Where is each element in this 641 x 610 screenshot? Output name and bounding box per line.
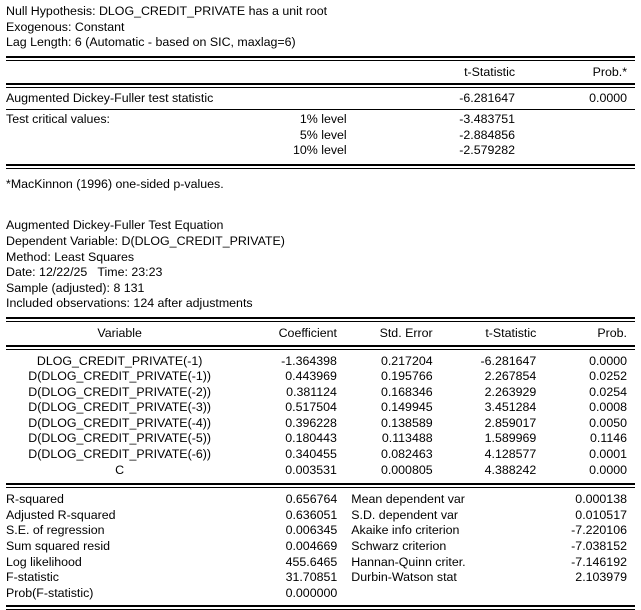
table-row	[6, 586, 635, 602]
critical-prob-2-spacer	[521, 128, 635, 144]
coef-stderr: 0.082463	[380, 447, 433, 462]
dependent-variable-line: Dependent Variable: D(DLOG_CREDIT_PRIVATE)	[6, 233, 285, 248]
coef-value: 0.381124	[286, 384, 337, 399]
coef-tstat: 2.267854	[484, 369, 537, 384]
stat-value-right: 2.103979	[575, 570, 627, 585]
coef-tstat: 4.388242	[484, 462, 537, 477]
adf-statistic-tstat: -6.281647	[459, 91, 516, 106]
stat-label-right: Schwarz criterion	[351, 539, 447, 554]
coef-variable: D(DLOG_CREDIT_PRIVATE(-2))	[28, 384, 211, 399]
stat-label-left: Sum squared resid	[6, 539, 110, 554]
critical-value-row	[6, 128, 635, 144]
critical-label-spacer	[6, 143, 236, 159]
stat-label-left: S.E. of regression	[6, 523, 105, 538]
table-row	[6, 354, 635, 370]
adf-test-table	[6, 65, 635, 159]
coef-tstat: 1.589969	[484, 431, 537, 446]
stat-value-left: 0.656764	[285, 492, 338, 507]
coefficient-table	[6, 326, 635, 478]
coef-tstat: 4.128577	[484, 447, 537, 462]
coef-tstat: -6.281647	[480, 353, 537, 368]
stat-label-right: Hannan-Quinn criter.	[351, 554, 466, 569]
coef-value: 0.396228	[285, 415, 337, 430]
null-hypothesis-line: Null Hypothesis: DLOG_CREDIT_PRIVATE has a unit root	[6, 4, 328, 18]
coef-prob: 0.1146	[590, 431, 627, 446]
stat-value-left: 0.000000	[285, 585, 338, 600]
coef-prob: 0.0252	[589, 369, 627, 384]
table-row	[6, 570, 635, 586]
stat-label-right	[337, 586, 538, 602]
critical-value-1: -3.483751	[459, 111, 516, 126]
coef-stderr: 0.195766	[380, 369, 433, 384]
coef-variable: D(DLOG_CREDIT_PRIVATE(-5))	[28, 431, 211, 446]
coef-variable: D(DLOG_CREDIT_PRIVATE(-6))	[28, 447, 211, 462]
adf-header-spacer	[6, 65, 236, 81]
critical-label-spacer	[6, 128, 236, 144]
coef-variable: D(DLOG_CREDIT_PRIVATE(-3))	[28, 400, 211, 415]
table-row	[6, 369, 635, 385]
coef-prob: 0.0000	[589, 462, 627, 477]
stat-value-right: 0.000138	[575, 492, 627, 507]
coef-column-headers	[6, 326, 635, 342]
table-row	[6, 508, 635, 524]
coef-prob: 0.0008	[589, 400, 627, 415]
critical-level-2: 5% level	[299, 127, 347, 142]
coef-value: -1.364398	[281, 353, 337, 368]
coef-stderr: 0.217204	[380, 353, 433, 368]
stat-label-left: Prob(F-statistic)	[6, 585, 94, 600]
adf-header-tstatistic: t-Statistic	[464, 64, 516, 79]
coef-prob: 0.0000	[589, 353, 627, 368]
coef-header-tstatistic: t-Statistic	[485, 325, 537, 340]
coef-variable: DLOG_CREDIT_PRIVATE(-1)	[36, 353, 203, 368]
adf-header-level-spacer	[236, 65, 347, 81]
stat-value-right: -7.220106	[571, 523, 627, 538]
adf-header-prob: Prob.*	[592, 64, 628, 79]
coef-value: 0.003531	[285, 462, 337, 477]
critical-values-label: Test critical values:	[6, 111, 110, 126]
coef-header-prob: Prob.	[597, 325, 627, 340]
coef-prob: 0.0050	[589, 415, 627, 430]
critical-value-2: -2.884856	[459, 127, 516, 142]
table-row	[6, 523, 635, 539]
stat-label-left: Log likelihood	[6, 554, 82, 569]
stat-value-left: 0.006345	[285, 523, 338, 538]
coef-header-variable: Variable	[97, 325, 142, 340]
exogenous-line: Exogenous: Constant	[6, 19, 125, 34]
observations-line: Included observations: 124 after adjustments	[6, 296, 253, 311]
stat-value-left: 0.004669	[285, 539, 338, 554]
table-row	[6, 400, 635, 416]
equation-title: Augmented Dickey-Fuller Test Equation	[6, 218, 224, 233]
spacer	[6, 192, 635, 208]
stat-label-left: R-squared	[6, 492, 64, 507]
stat-label-right: Durbin-Watson stat	[351, 570, 457, 585]
spacer	[6, 169, 635, 177]
coef-prob: 0.0254	[589, 384, 627, 399]
rule-bottom	[6, 605, 635, 610]
adf-statistic-row	[6, 91, 635, 107]
critical-level-1: 1% level	[299, 111, 347, 126]
table-row	[6, 492, 635, 508]
coef-value: 0.443969	[285, 369, 337, 384]
stat-value-right: 0.010517	[575, 507, 627, 522]
coef-value: 0.340455	[285, 447, 337, 462]
table-row	[6, 463, 635, 479]
stat-value-left: 0.636051	[285, 507, 338, 522]
stat-label-right: Akaike info criterion	[351, 523, 460, 538]
coef-tstat: 2.263929	[484, 384, 537, 399]
stat-value-right: -7.146192	[571, 554, 627, 569]
critical-value-row	[6, 112, 635, 128]
date-time-line: Date: 12/22/25 Time: 23:23	[6, 265, 163, 280]
critical-prob-3-spacer	[521, 143, 635, 159]
coef-header-coefficient: Coefficient	[278, 325, 337, 340]
stat-value-left: 31.70851	[285, 570, 338, 585]
coef-stderr: 0.113488	[381, 431, 433, 446]
stat-value-right	[538, 586, 635, 602]
coef-stderr: 0.149945	[380, 400, 433, 415]
table-row	[6, 555, 635, 571]
coef-tstat: 2.859017	[484, 415, 537, 430]
adf-statistic-label: Augmented Dickey-Fuller test statistic	[6, 91, 214, 106]
critical-value-row	[6, 143, 635, 159]
critical-level-3: 10% level	[292, 143, 347, 158]
mackinnon-footnote: *MacKinnon (1996) one-sided p-values.	[6, 176, 224, 191]
critical-value-3: -2.579282	[459, 143, 516, 158]
coef-variable: C	[115, 462, 125, 477]
adf-column-headers	[6, 65, 635, 81]
stat-value-left: 455.6465	[285, 554, 338, 569]
sample-line: Sample (adjusted): 8 131	[6, 280, 145, 295]
coef-header-std-error: Std. Error	[379, 325, 433, 340]
stat-label-right: S.D. dependent var	[351, 507, 459, 522]
coef-stderr: 0.138589	[380, 415, 433, 430]
critical-prob-1-spacer	[521, 112, 635, 128]
coef-variable: D(DLOG_CREDIT_PRIVATE(-1))	[28, 369, 211, 384]
stat-value-right: -7.038152	[571, 539, 627, 554]
table-row	[6, 431, 635, 447]
adf-statistic-prob: 0.0000	[589, 91, 628, 106]
coef-value: 0.180443	[285, 431, 337, 446]
header-block	[6, 4, 635, 51]
stat-label-left: Adjusted R-squared	[6, 507, 116, 522]
stat-label-left: F-statistic	[6, 570, 60, 585]
adf-statistic-level-spacer	[236, 91, 347, 107]
coef-variable: D(DLOG_CREDIT_PRIVATE(-4))	[28, 415, 211, 430]
coef-stderr: 0.000805	[380, 462, 433, 477]
spacer	[6, 208, 635, 218]
stat-label-right: Mean dependent var	[351, 492, 465, 507]
coef-stderr: 0.168346	[380, 384, 433, 399]
method-line: Method: Least Squares	[6, 249, 135, 264]
table-row	[6, 447, 635, 463]
coef-tstat: 3.451284	[484, 400, 537, 415]
table-row	[6, 416, 635, 432]
table-row	[6, 385, 635, 401]
equation-info-block	[6, 218, 635, 312]
table-row	[6, 539, 635, 555]
coef-value: 0.517504	[285, 400, 337, 415]
lag-length-line: Lag Length: 6 (Automatic - based on SIC, maxlag=6)	[6, 35, 296, 50]
coef-prob: 0.0001	[589, 447, 627, 462]
summary-statistics-table	[6, 492, 635, 601]
